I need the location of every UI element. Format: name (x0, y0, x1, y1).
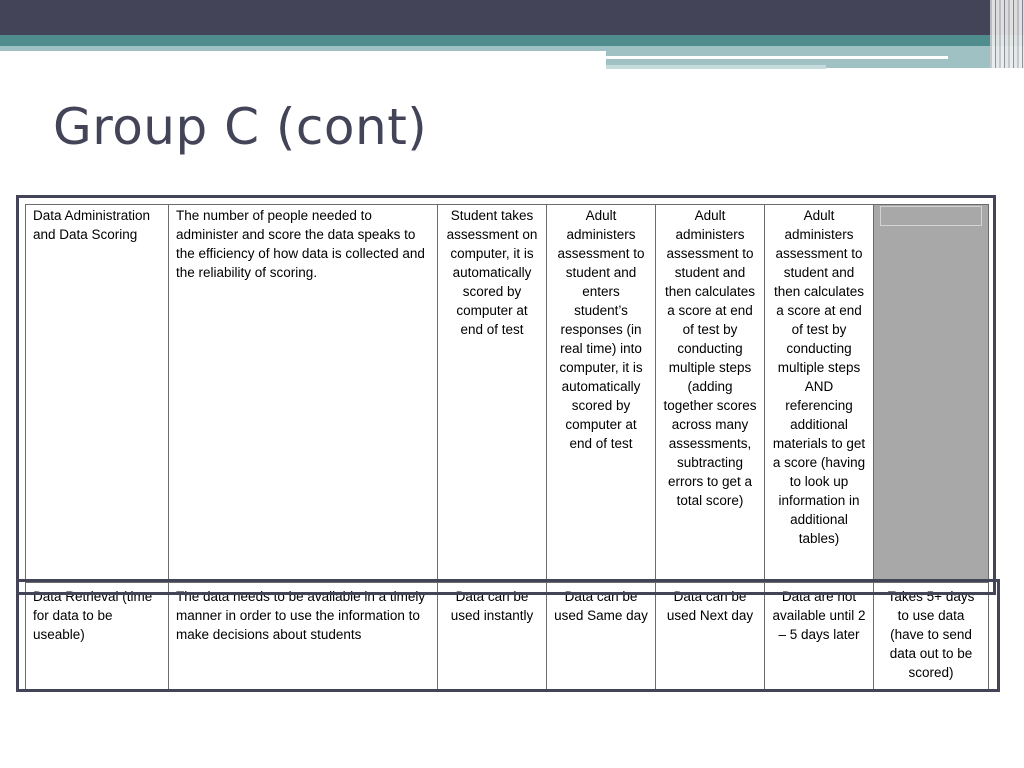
header-accent-line-2 (606, 65, 826, 69)
table-row (26, 205, 989, 583)
level-cell: Data can be used instantly (438, 583, 547, 690)
level-cell: Data are not available until 2 – 5 days later (765, 583, 874, 690)
criterion-cell: Data Administration and Data Scoring (26, 205, 169, 583)
level-cell: Student takes assessment on computer, it is automatically scored by computer at end of test (438, 205, 547, 583)
header-stripe-decoration (990, 0, 1024, 68)
description-cell: The number of people needed to administer and score the data speaks to the efficiency of how data is collected and the reliability of scoring. (169, 205, 438, 583)
slide-title: Group C (cont) (53, 98, 428, 156)
header-dark-band (0, 0, 1024, 35)
level-cell: Data can be used Same day (547, 583, 656, 690)
criterion-cell: Data Retrieval (time for data to be useable) (26, 583, 169, 690)
level-cell: Adult administers assessment to student and enters student’s responses (in real time) into computer, it is automatically scored by computer at end of test (547, 205, 656, 583)
header-teal-band (0, 35, 1024, 46)
rubric-table (25, 204, 989, 690)
header-accent-line (606, 56, 948, 59)
table-row (26, 583, 989, 690)
level-cell: Takes 5+ days to use data (have to send data out to be scored) (874, 583, 989, 690)
description-cell: The data needs to be available in a timely manner in order to use the information to make decisions about students (169, 583, 438, 690)
level-cell: Adult administers assessment to student and then calculates a score at end of test by conducting multiple steps AND referencing additional materials to get a score (having to look up information in additional tables) (765, 205, 874, 583)
header-light-band (0, 46, 606, 51)
gray-cell-inset (880, 206, 982, 226)
empty-gray-cell (874, 205, 989, 583)
level-cell: Adult administers assessment to student and then calculates a score at end of test by conducting multiple steps (adding together scores across many assessments, subtracting errors to get a total score) (656, 205, 765, 583)
level-cell: Data can be used Next day (656, 583, 765, 690)
